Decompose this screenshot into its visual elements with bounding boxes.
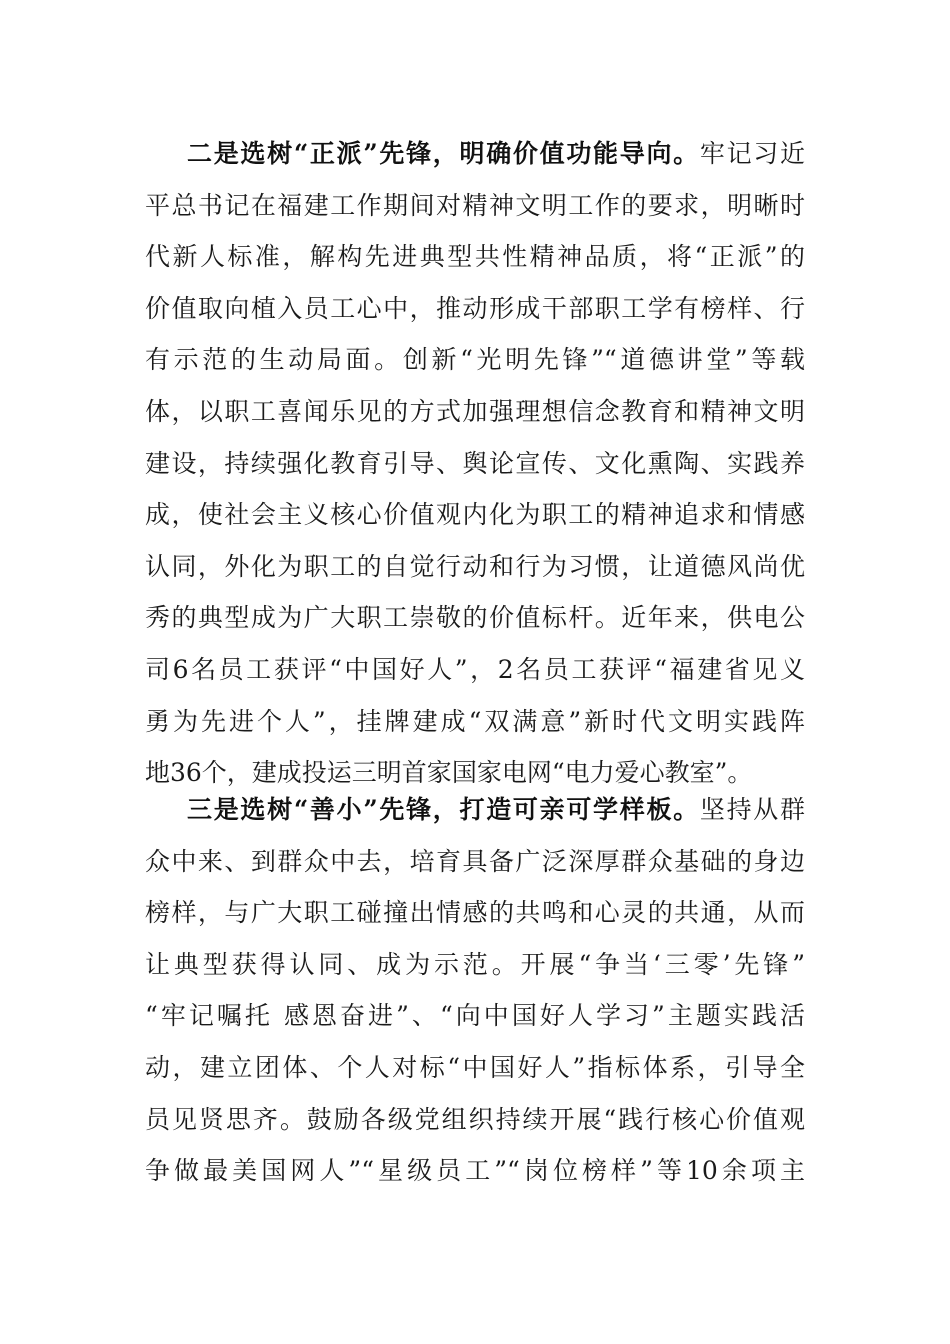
paragraph-heading: 二是选树“正派”先锋，明确价值功能导向。 (187, 139, 700, 168)
paragraph-line: 建设，持续强化教育引导、舆论宣传、文化熏陶、实践养 (145, 448, 805, 478)
paragraph-line: 秀的典型成为广大职工崇敬的价值标杆。近年来，供电公 (145, 603, 805, 633)
paragraph-line: 认同，外化为职工的自觉行动和行为习惯，让道德风尚优 (145, 551, 805, 581)
paragraph-line: 有示范的生动局面。创新“光明先锋”“道德讲堂”等载 (145, 345, 805, 375)
paragraph-line: 司6名员工获评“中国好人”，2名员工获评“福建省见义 (145, 654, 805, 684)
paragraph-text: 牢记习近 (699, 139, 805, 168)
paragraph-line: 让典型获得认同、成为示范。开展“争当‘三零’先锋” (145, 949, 805, 979)
paragraph-line: 众中来、到群众中去，培育具备广泛深厚群众基础的身边 (145, 846, 805, 876)
paragraph-first-line (145, 128, 805, 180)
paragraph-line: 平总书记在福建工作期间对精神文明工作的要求，明晰时 (145, 190, 805, 220)
paragraph-line: 勇为先进个人”，挂牌建成“双满意”新时代文明实践阵 (145, 706, 805, 736)
paragraph-shanxiao (145, 784, 805, 1197)
paragraph-zhengpai (145, 128, 805, 799)
paragraph-heading: 三是选树“善小”先锋，打造可亲可学样板。 (187, 795, 700, 824)
paragraph-line: 榜样，与广大职工碰撞出情感的共鸣和心灵的共通，从而 (145, 898, 805, 928)
paragraph-line: “牢记嘱托 感恩奋进”、“向中国好人学习”主题实践活 (145, 1001, 805, 1031)
paragraph-first-line (145, 784, 805, 836)
paragraph-text: 坚持从群 (699, 795, 805, 824)
paragraph-line: 争做最美国网人”“星级员工”“岗位榜样”等10余项主 (145, 1156, 805, 1186)
paragraph-line: 代新人标准，解构先进典型共性精神品质，将“正派”的 (145, 242, 805, 272)
paragraph-line: 体，以职工喜闻乐见的方式加强理想信念教育和精神文明 (145, 396, 805, 426)
paragraph-line: 成，使社会主义核心价值观内化为职工的精神追求和情感 (145, 500, 805, 530)
paragraph-line: 员见贤思齐。鼓励各级党组织持续开展“践行核心价值观 (145, 1104, 805, 1134)
paragraph-line: 地36个，建成投运三明首家国家电网“电力爱心教室”。 (145, 758, 753, 788)
paragraph-line: 价值取向植入员工心中，推动形成干部职工学有榜样、行 (145, 293, 805, 323)
paragraph-line: 动，建立团体、个人对标“中国好人”指标体系，引导全 (145, 1052, 805, 1082)
